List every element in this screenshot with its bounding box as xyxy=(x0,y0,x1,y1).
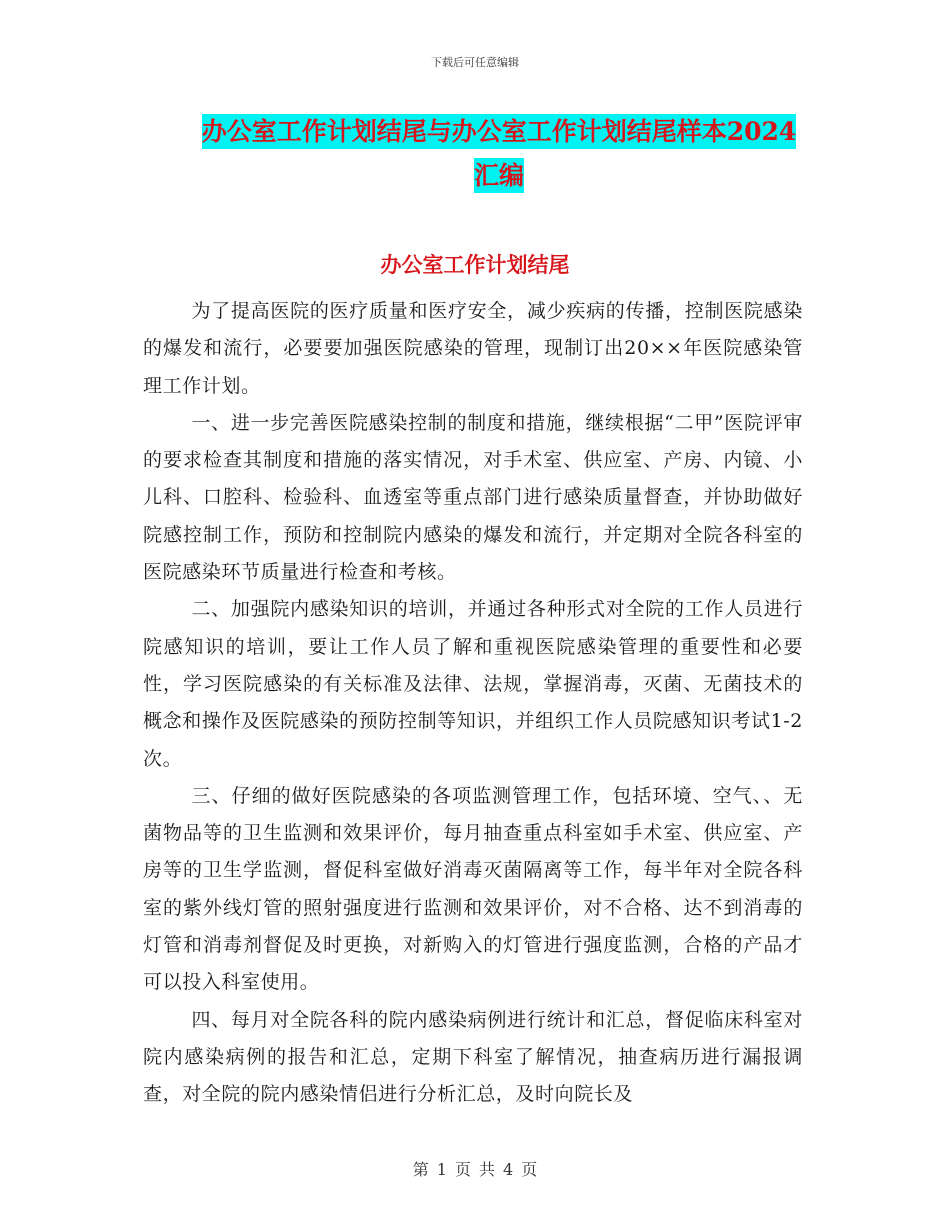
page-label-ye-end: 页 xyxy=(521,1160,538,1179)
paragraph-intro: 为了提高医院的医疗质量和医疗安全，减少疾病的传播，控制医院感染的爆发和流行，必要要加强医院感染的管理，现制订出20××年医院感染管理工作计划。 xyxy=(143,300,803,397)
page-label-gong: 共 xyxy=(479,1160,496,1179)
paragraph-item-3: 三、仔细的做好医院感染的各项监测管理工作，包括环境、空气、、无菌物品等的卫生监测和效果评价，每月抽查重点科室如手术室、供应室、产房等的卫生学监测，督促科室做好消毒灭菌隔离等工作，每半年对全院各科室的紫外线灯管的照射强度进行监测和效果评价，对不合格、达不到消毒的灯管和消毒剂督促及时更换，对新购入的灯管进行强度监测，合格的产品才可以投入科室使用。 xyxy=(143,784,803,994)
paragraph-item-1: 一、进一步完善医院感染控制的制度和措施，继续根据“二甲”医院评审的要求检查其制度和措施的落实情况，对手术室、供应室、产房、内镜、小儿科、口腔科、检验科、血透室等重点部门进行感染质量督查，并协助做好院感控制工作，预防和控制院内感染的爆发和流行，并定期对全院各科室的医院感染环节质量进行检查和考核。 xyxy=(143,411,803,584)
page-number-current: 1 xyxy=(436,1160,447,1179)
document-body xyxy=(143,293,803,1114)
paragraph-item-2: 二、加强院内感染知识的培训，并通过各种形式对全院的工作人员进行院感知识的培训，要让工作人员了解和重视医院感染管理的重要性和必要性，学习医院感染的有关标准及法律、法规，掌握消毒，灭菌、无菌技术的概念和操作及医院感染的预防控制等知识，并组织工作人员院感知识考试1-2次。 xyxy=(143,598,803,770)
page-footer xyxy=(0,1157,950,1180)
page-label-ye: 页 xyxy=(454,1160,471,1179)
section-heading: 办公室工作计划结尾 xyxy=(380,252,570,277)
page-label-di: 第 xyxy=(412,1160,429,1179)
paragraph-item-4: 四、每月对全院各科的院内感染病例进行统计和汇总，督促临床科室对院内感染病例的报告和汇总，定期下科室了解情况，抽查病历进行漏报调查，对全院的院内感染情侣进行分析汇总，及时向院长及 xyxy=(143,1008,803,1106)
document-title-text: 办公室工作计划结尾与办公室工作计划结尾样本2024汇编 xyxy=(202,114,797,193)
document-title xyxy=(192,110,806,198)
page-header-note: 下载后可任意编辑 xyxy=(431,56,519,69)
page-number-total: 4 xyxy=(503,1160,514,1179)
